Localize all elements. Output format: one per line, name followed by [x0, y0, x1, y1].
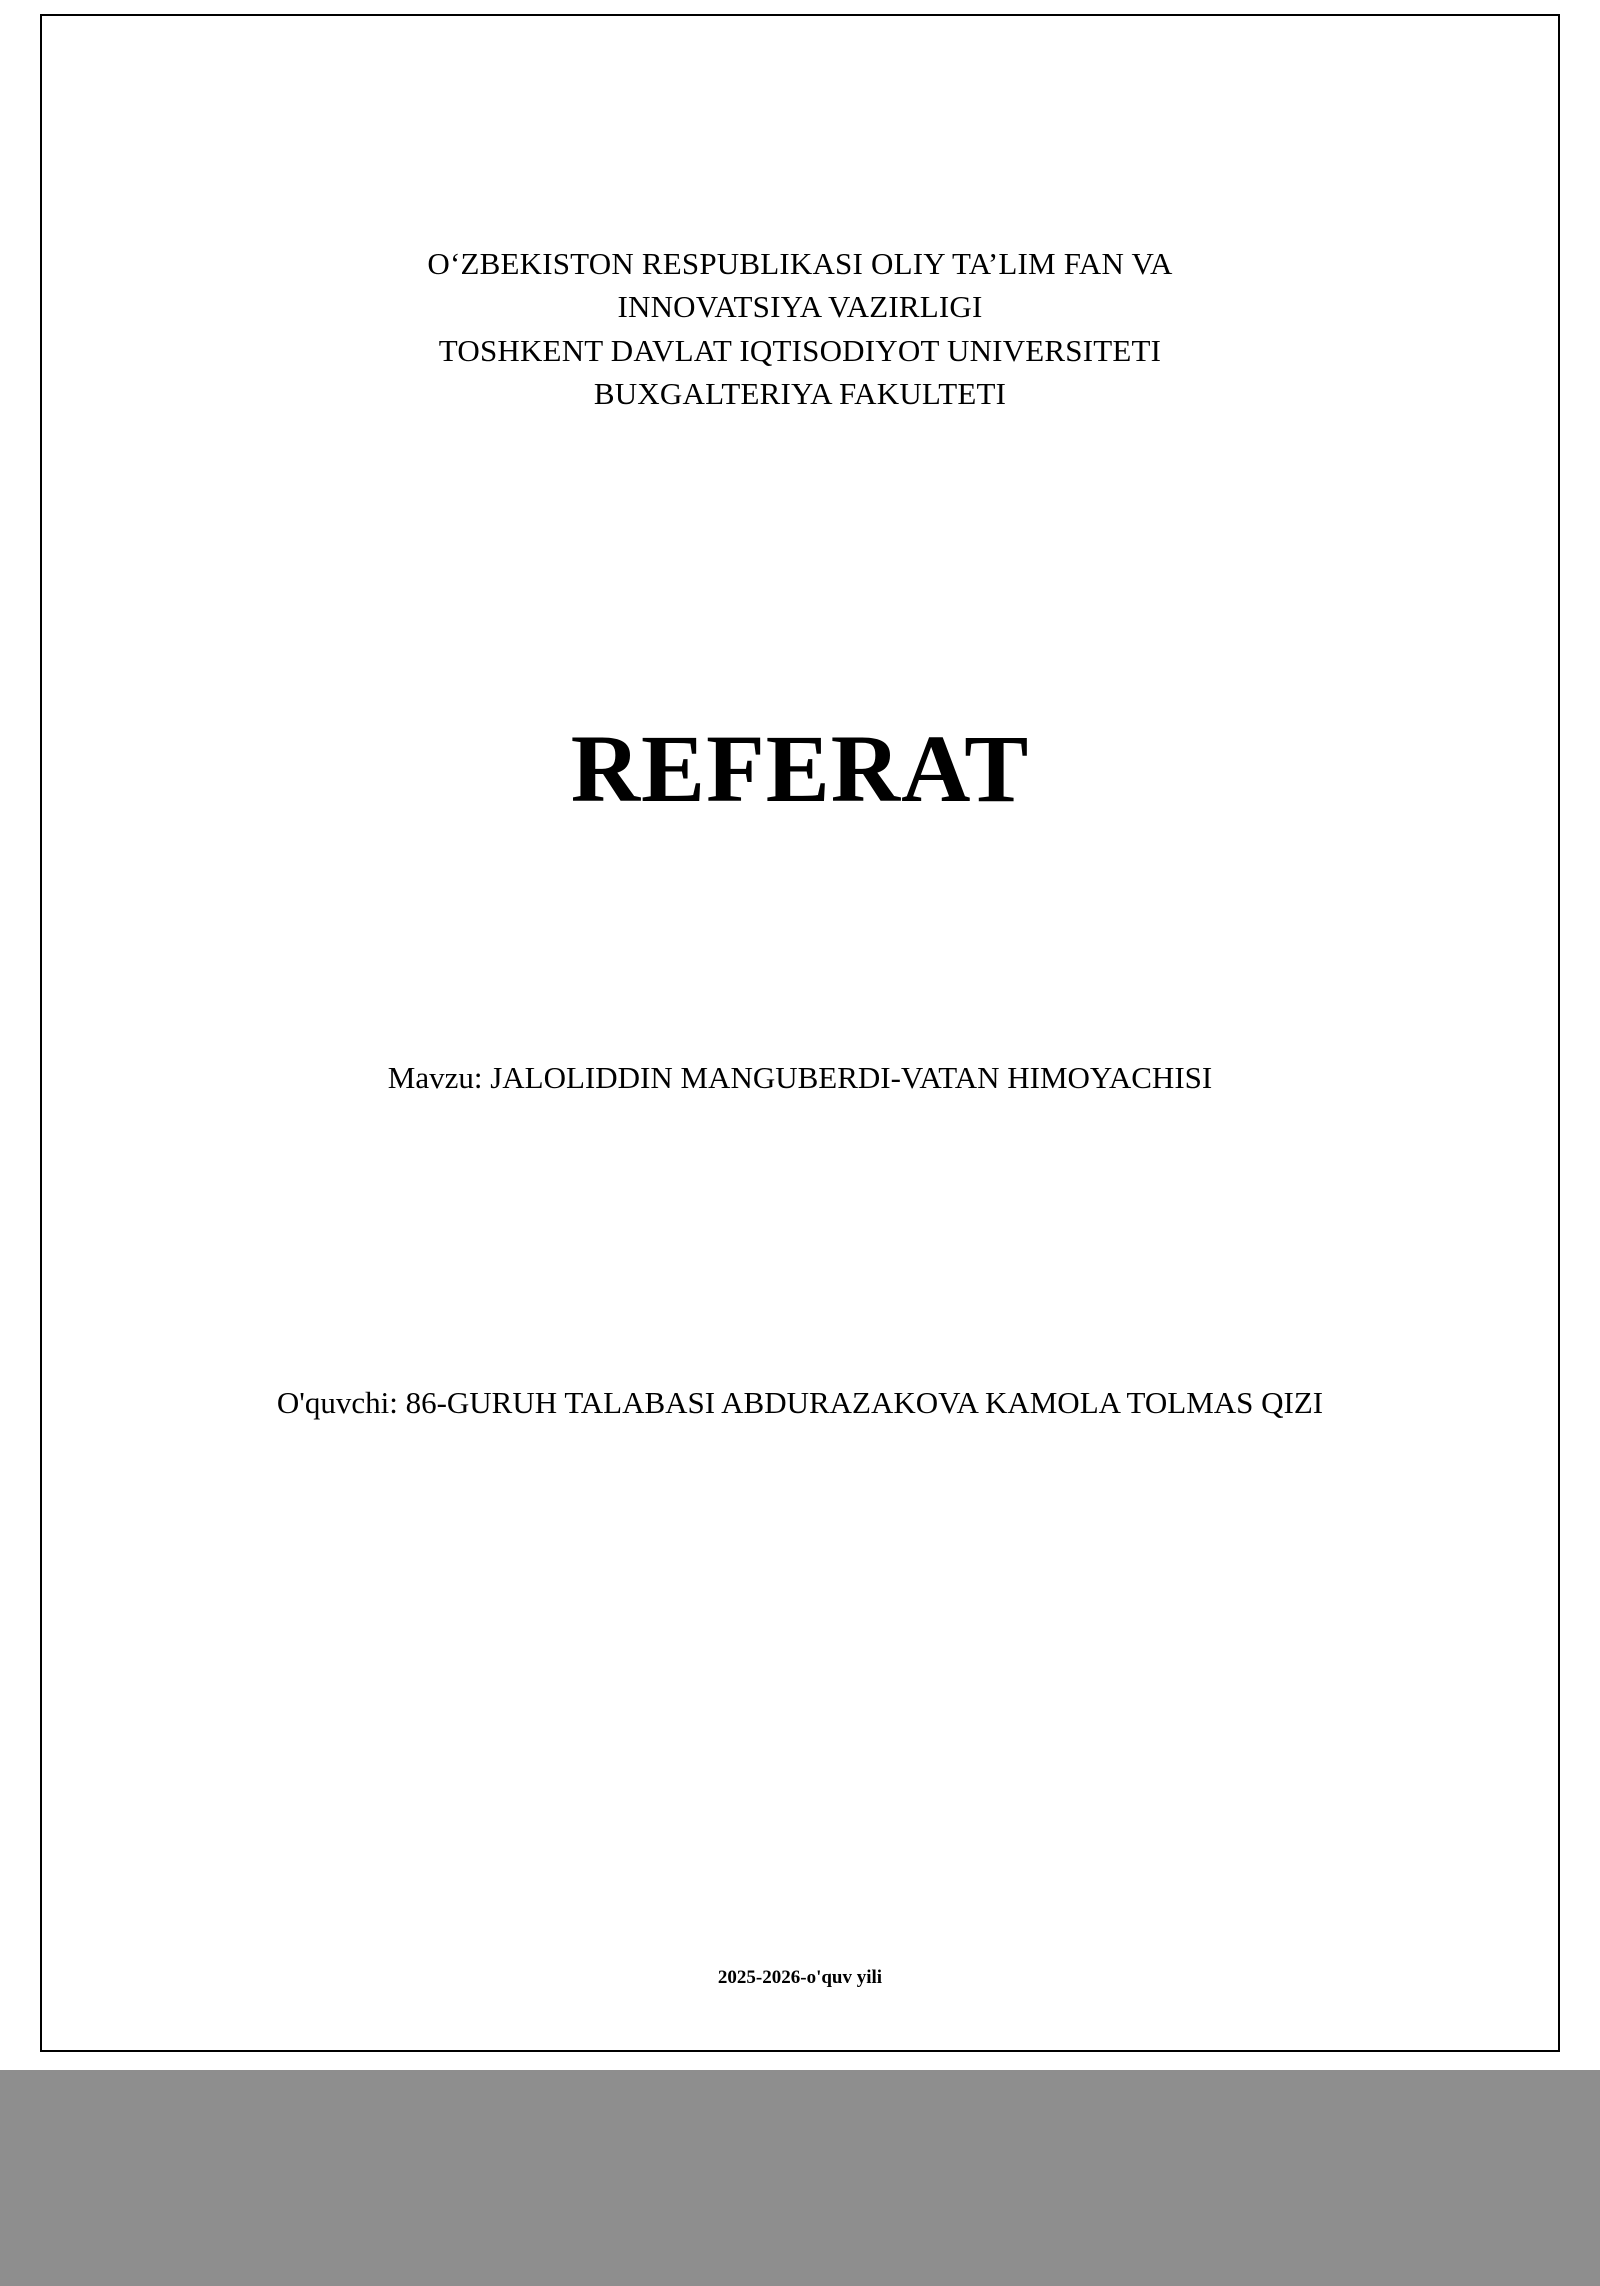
- document-title: REFERAT: [570, 714, 1030, 822]
- institution-header: [134, 242, 1466, 416]
- document-subject: Mavzu: JALOLIDDIN MANGUBERDI-VATAN HIMOYACHISI: [387, 1060, 1213, 1096]
- header-line-1: O‘ZBEKISTON RESPUBLIKASI OLIY TA’LIM FAN VA: [427, 246, 1173, 281]
- header-line-2: INNOVATSIYA VAZIRLIGI: [617, 289, 983, 325]
- academic-year: 2025-2026-o'quv yili: [717, 1967, 883, 1988]
- header-line-4: BUXGALTERIYA FAKULTETI: [593, 376, 1007, 412]
- page-content: [14, 242, 1586, 2286]
- header-line-3: TOSHKENT DAVLAT IQTISODIYOT UNIVERSITETI: [438, 332, 1162, 368]
- student-info: O'quvchi: 86-GURUH TALABASI ABDURAZAKOVA KAMOLA TOLMAS QIZI: [276, 1385, 1324, 1421]
